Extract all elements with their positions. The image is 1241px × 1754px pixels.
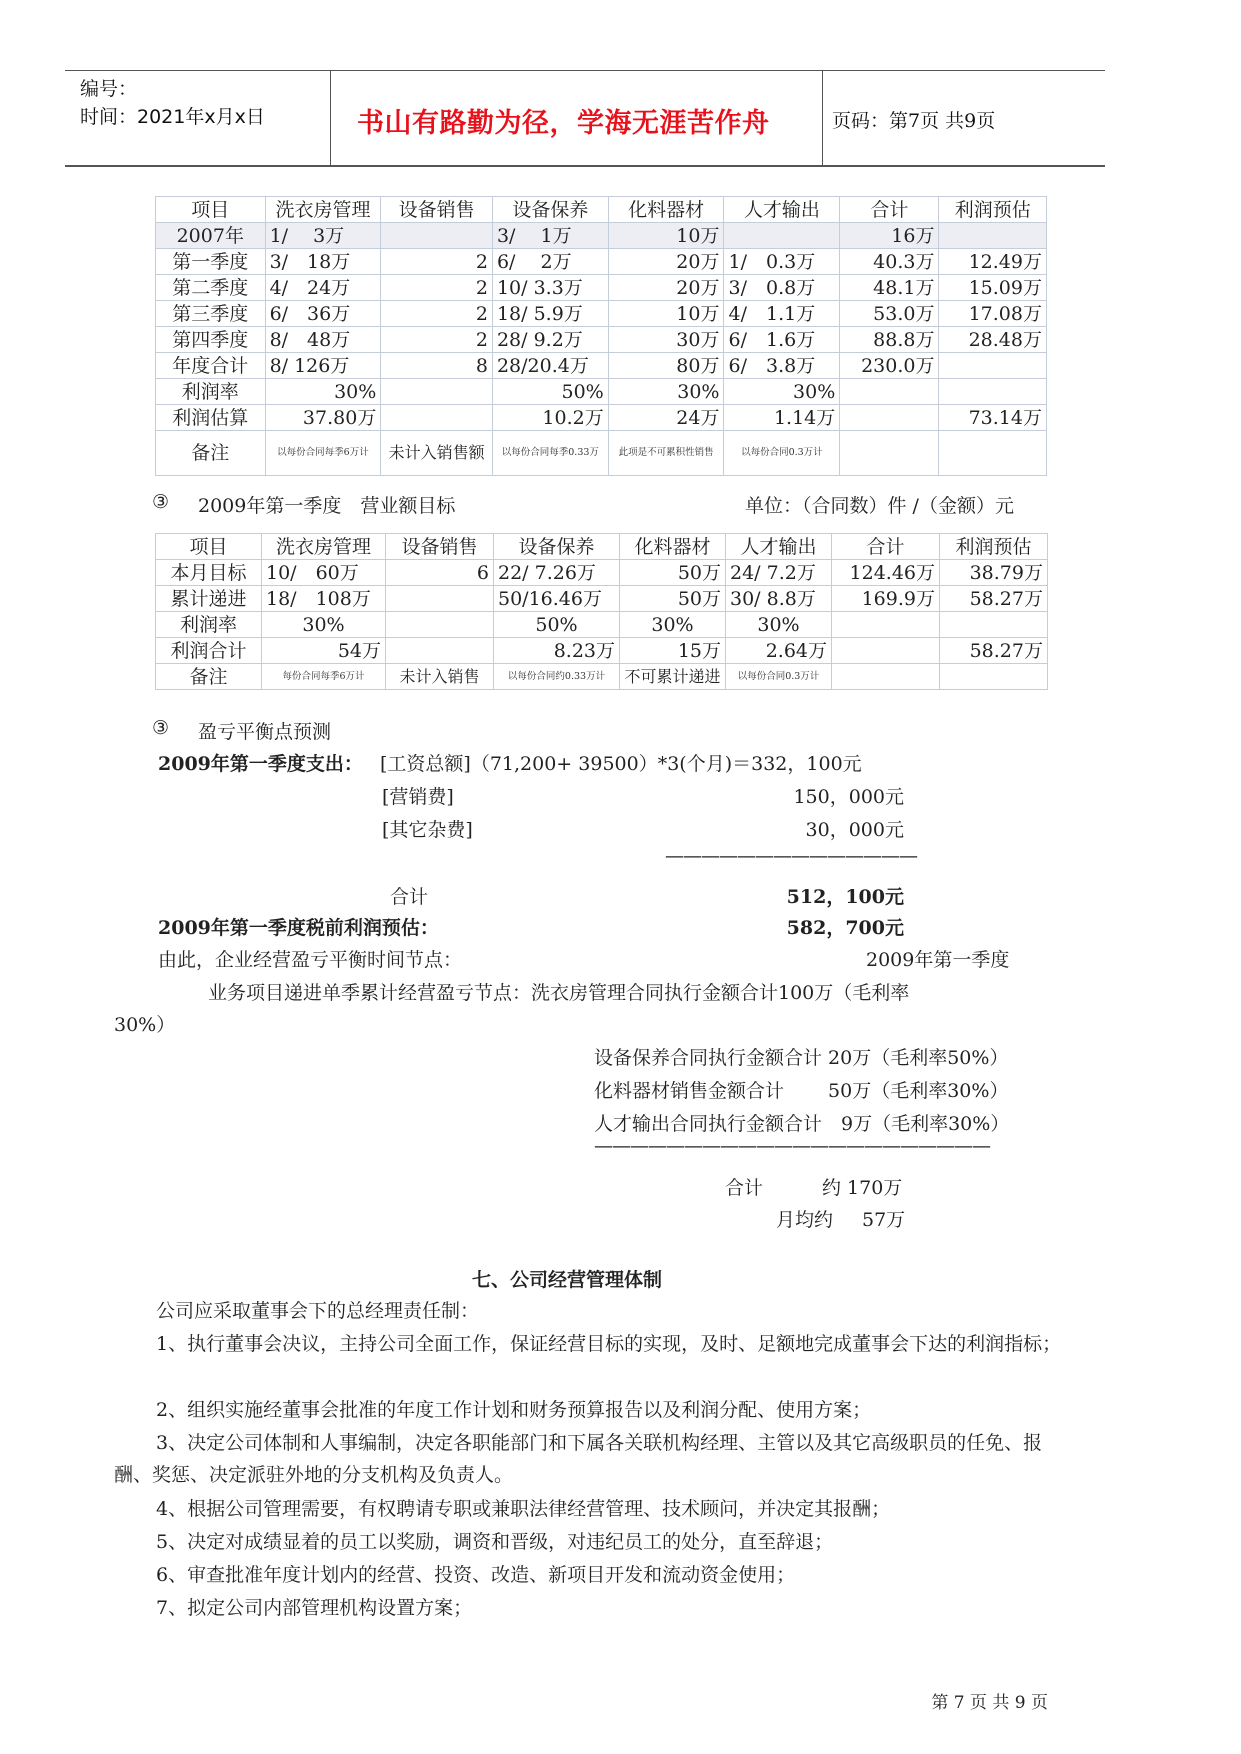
note-cell: 此项是不可累积性销售: [608, 431, 724, 476]
list-item: 3、决定公司体制和人事编制，决定各职能部门和下属各关联机构经理、主管以及其它高级职员的任免、报酬、奖惩、决定派驻外地的分支机构及负责人。: [114, 1432, 1043, 1486]
row-label: 累计递进: [156, 586, 262, 612]
row-label: 利润率: [156, 612, 262, 638]
revenue-target-table-2009: [155, 533, 1048, 690]
table-cell: 28/ 9.2万: [492, 327, 608, 353]
table-cell: 53.0万: [840, 301, 939, 327]
table-row: [156, 223, 1047, 249]
doc-number-label: 编号：: [80, 78, 138, 100]
table-cell: 4/ 1.1万: [724, 301, 840, 327]
table-cell: 22/ 7.26万: [494, 560, 620, 586]
header-top-rule: [65, 70, 1105, 71]
table-cell: 30%: [724, 379, 840, 405]
list-item: 2、组织实施经董事会批准的年度工作计划和财务预算报告以及利润分配、使用方案；: [156, 1399, 872, 1421]
table-cell: 169.9万: [832, 586, 940, 612]
table-cell: 30%: [265, 379, 381, 405]
row-label: 第二季度: [156, 275, 266, 301]
table-cell: 30%: [620, 612, 726, 638]
row-label: 年度合计: [156, 353, 266, 379]
table-cell: [381, 223, 493, 249]
row-label: 备注: [156, 431, 266, 476]
header-cell: 人才输出: [726, 534, 832, 560]
table-cell: [381, 405, 493, 431]
table-cell: 30%: [608, 379, 724, 405]
header-cell: 设备销售: [381, 197, 493, 223]
table-cell: 3/ 0.8万: [724, 275, 840, 301]
table-cell: [939, 353, 1047, 379]
table-cell: [832, 638, 940, 664]
table-cell: [940, 612, 1048, 638]
table-cell: 30%: [262, 612, 386, 638]
table-cell: 24万: [608, 405, 724, 431]
row-label: 本月目标: [156, 560, 262, 586]
section7-title: 七、公司经营管理体制: [472, 1269, 663, 1291]
header-cell: 化料器材: [620, 534, 726, 560]
table-cell: 50/16.46万: [494, 586, 620, 612]
table-cell: 58.27万: [940, 586, 1048, 612]
item-talent-output: 人才输出合同执行金额合计 9万（毛利率30%）: [594, 1113, 1010, 1135]
items-line: 业务项目递进单季累计经营盈亏节点：洗衣房管理合同执行金额合计100万（毛利率: [208, 982, 910, 1004]
table-cell: 50万: [620, 586, 726, 612]
table-cell: 12.49万: [939, 249, 1047, 275]
header-divider-left: [330, 70, 331, 166]
table-cell: 8/ 126万: [265, 353, 381, 379]
note-cell: 以每份合同约0.33万计: [494, 664, 620, 690]
table-cell: 24/ 7.2万: [726, 560, 832, 586]
table-cell: 28/20.4万: [492, 353, 608, 379]
table-cell: 20万: [608, 249, 724, 275]
marketing-label: [营销费]: [382, 786, 454, 808]
table-cell: 37.80万: [265, 405, 381, 431]
table-row: [156, 405, 1047, 431]
note-cell: [832, 664, 940, 690]
row-label: 第四季度: [156, 327, 266, 353]
header-cell: 合计: [832, 534, 940, 560]
table-cell: 8.23万: [494, 638, 620, 664]
table-cell: 2.64万: [726, 638, 832, 664]
header-cell: 洗衣房管理: [265, 197, 381, 223]
table-cell: 8/ 48万: [265, 327, 381, 353]
table-cell: 10.2万: [492, 405, 608, 431]
monthly-label: 月均约: [776, 1209, 834, 1231]
sum-divider: ——————————————: [665, 845, 917, 867]
table-cell: 30/ 8.8万: [726, 586, 832, 612]
table-cell: 6/ 1.6万: [724, 327, 840, 353]
table-cell: 124.46万: [832, 560, 940, 586]
table-cell: 20万: [608, 275, 724, 301]
header-page-label: 页码：第7页 共9页: [832, 110, 996, 132]
table-cell: [939, 379, 1047, 405]
row-label: 利润率: [156, 379, 266, 405]
table-cell: 15万: [620, 638, 726, 664]
table-cell: [724, 223, 840, 249]
header-cell: 洗衣房管理: [262, 534, 386, 560]
table-cell: 38.79万: [940, 560, 1048, 586]
table-cell: [386, 612, 494, 638]
header-cell: 设备保养: [494, 534, 620, 560]
footer-page-number: 第 7 页 共 9 页: [931, 1693, 1048, 1713]
table-row: [156, 249, 1047, 275]
table-cell: 88.8万: [840, 327, 939, 353]
table-cell: 6/ 3.8万: [724, 353, 840, 379]
table-cell: 30万: [608, 327, 724, 353]
sum-label: 合计: [725, 1177, 764, 1199]
revenue-table-2007: [155, 196, 1047, 476]
note-cell: 不可累计递进: [620, 664, 726, 690]
table-cell: 16万: [840, 223, 939, 249]
table-row: [156, 638, 1048, 664]
table-cell: 2: [381, 249, 493, 275]
list-item: 6、审查批准年度计划内的经营、投资、改造、新项目开发和流动资金使用；: [156, 1564, 796, 1586]
total-value: 512，100元: [786, 886, 904, 908]
header-cell: 设备保养: [492, 197, 608, 223]
table-cell: 50%: [492, 379, 608, 405]
table-cell: 1.14万: [724, 405, 840, 431]
pretax-value: 582，700元: [786, 917, 904, 939]
row-label: 第三季度: [156, 301, 266, 327]
table-cell: [381, 379, 493, 405]
header-cell: 项目: [156, 197, 266, 223]
table-cell: 6/ 2万: [492, 249, 608, 275]
list-item: 7、拟定公司内部管理机构设置方案；: [156, 1597, 473, 1619]
note-cell: 以每份合同0.3万计: [724, 431, 840, 476]
sum-value: 约 170万: [822, 1177, 903, 1199]
row-label: 利润合计: [156, 638, 262, 664]
note-cell: [840, 431, 939, 476]
table-cell: 8: [381, 353, 493, 379]
table-cell: 230.0万: [840, 353, 939, 379]
section2-marker: ③: [152, 491, 170, 513]
table-cell: 1/ 3万: [265, 223, 381, 249]
header-cell: 人才输出: [724, 197, 840, 223]
section7-intro: 公司应采取董事会下的总经理责任制：: [156, 1300, 480, 1322]
total-label: 合计: [390, 886, 429, 908]
table-cell: 18/ 5.9万: [492, 301, 608, 327]
table-row: [156, 275, 1047, 301]
table-notes-row: [156, 431, 1047, 476]
marketing-value: 150，000元: [793, 786, 904, 808]
table-cell: 6/ 36万: [265, 301, 381, 327]
header-divider-right: [822, 70, 823, 166]
table-cell: 10/ 60万: [262, 560, 386, 586]
misc-value: 30，000元: [805, 819, 904, 841]
breakeven-value: 2009年第一季度: [866, 949, 1010, 971]
table-cell: [840, 379, 939, 405]
table-cell: 50%: [494, 612, 620, 638]
section2-unit: 单位：（合同数）件 /（金额）元: [745, 495, 1014, 517]
monthly-value: 57万: [862, 1209, 906, 1231]
note-cell: 未计入销售额: [381, 431, 493, 476]
section2-title: 2009年第一季度 营业额目标: [198, 495, 456, 517]
table-cell: 3/ 1万: [492, 223, 608, 249]
table-cell: [939, 223, 1047, 249]
table-cell: 3/ 18万: [265, 249, 381, 275]
list-item: 1、执行董事会决议，主持公司全面工作，保证经营目标的实现，及时、足额地完成董事会下达的利润指标；: [156, 1333, 1062, 1355]
list-item: 4、根据公司管理需要，有权聘请专职或兼职法律经营管理、技术顾问，并决定其报酬；: [156, 1498, 891, 1520]
doc-time-label: 时间：2021年x月x日: [80, 106, 265, 128]
item-chemical-supplies: 化料器材销售金额合计 50万（毛利率30%）: [594, 1080, 1009, 1102]
note-cell: 以每份合同0.3万计: [726, 664, 832, 690]
table-cell: [840, 405, 939, 431]
table-cell: [832, 612, 940, 638]
header-cell: 设备销售: [386, 534, 494, 560]
item-equipment-maintenance: 设备保养合同执行金额合计 20万（毛利率50%）: [594, 1047, 1009, 1069]
table-cell: 18/ 108万: [262, 586, 386, 612]
table-cell: 54万: [262, 638, 386, 664]
header-cell: 合计: [840, 197, 939, 223]
breakeven-text: 由此，企业经营盈亏平衡时间节点：: [158, 949, 463, 971]
note-cell: 以每份合同每季0.33万: [492, 431, 608, 476]
table-cell: 4/ 24万: [265, 275, 381, 301]
table-cell: 58.27万: [940, 638, 1048, 664]
table-header-row: [156, 534, 1048, 560]
table-cell: 2: [381, 275, 493, 301]
row-label: 2007年: [156, 223, 266, 249]
items-line-continued: 30%）: [114, 1014, 176, 1036]
list-item: 5、决定对成绩显着的员工以奖励，调资和晋级，对违纪员工的处分，直至辞退；: [156, 1531, 834, 1553]
table-cell: 28.48万: [939, 327, 1047, 353]
header-cell: 利润预估: [940, 534, 1048, 560]
table-cell: 40.3万: [840, 249, 939, 275]
table-cell: 10/ 3.3万: [492, 275, 608, 301]
table-row: [156, 327, 1047, 353]
table-cell: 6: [386, 560, 494, 586]
header-motto: 书山有路勤为径，学海无涯苦作舟: [357, 108, 770, 139]
items-divider: ——————————————————————: [594, 1135, 990, 1157]
table-cell: 17.08万: [939, 301, 1047, 327]
note-cell: [939, 431, 1047, 476]
table-cell: 2: [381, 327, 493, 353]
table-cell: 10万: [608, 223, 724, 249]
section3-title: 盈亏平衡点预测: [198, 721, 332, 743]
table-cell: 1/ 0.3万: [724, 249, 840, 275]
section3-marker: ③: [152, 717, 170, 739]
note-cell: 每份合同每季6万计: [262, 664, 386, 690]
header-cell: 化料器材: [608, 197, 724, 223]
header-bottom-rule: [65, 165, 1105, 167]
pretax-label: 2009年第一季度税前利润预估：: [158, 917, 439, 939]
table-header-row: [156, 197, 1047, 223]
table-cell: 10万: [608, 301, 724, 327]
header-cell: 利润预估: [939, 197, 1047, 223]
row-label: 备注: [156, 664, 262, 690]
table-cell: 80万: [608, 353, 724, 379]
table-cell: 30%: [726, 612, 832, 638]
table-row: [156, 612, 1048, 638]
note-cell: 未计入销售: [386, 664, 494, 690]
table-cell: [386, 586, 494, 612]
table-notes-row: [156, 664, 1048, 690]
table-cell: [386, 638, 494, 664]
expense-salary-line: [工资总额]（71,200+ 39500）*3(个月)＝332，100元: [380, 753, 862, 775]
note-cell: [940, 664, 1048, 690]
row-label: 第一季度: [156, 249, 266, 275]
table-row: [156, 586, 1048, 612]
row-label: 利润估算: [156, 405, 266, 431]
table-row: [156, 301, 1047, 327]
table-row: [156, 353, 1047, 379]
table-cell: 2: [381, 301, 493, 327]
table-row: [156, 379, 1047, 405]
table-cell: 73.14万: [939, 405, 1047, 431]
table-cell: 15.09万: [939, 275, 1047, 301]
expense-label: 2009年第一季度支出：: [158, 753, 363, 775]
table-cell: 48.1万: [840, 275, 939, 301]
table-row: [156, 560, 1048, 586]
misc-label: [其它杂费]: [382, 819, 473, 841]
table-cell: 50万: [620, 560, 726, 586]
note-cell: 以每份合同每季6万计: [265, 431, 381, 476]
header-cell: 项目: [156, 534, 262, 560]
